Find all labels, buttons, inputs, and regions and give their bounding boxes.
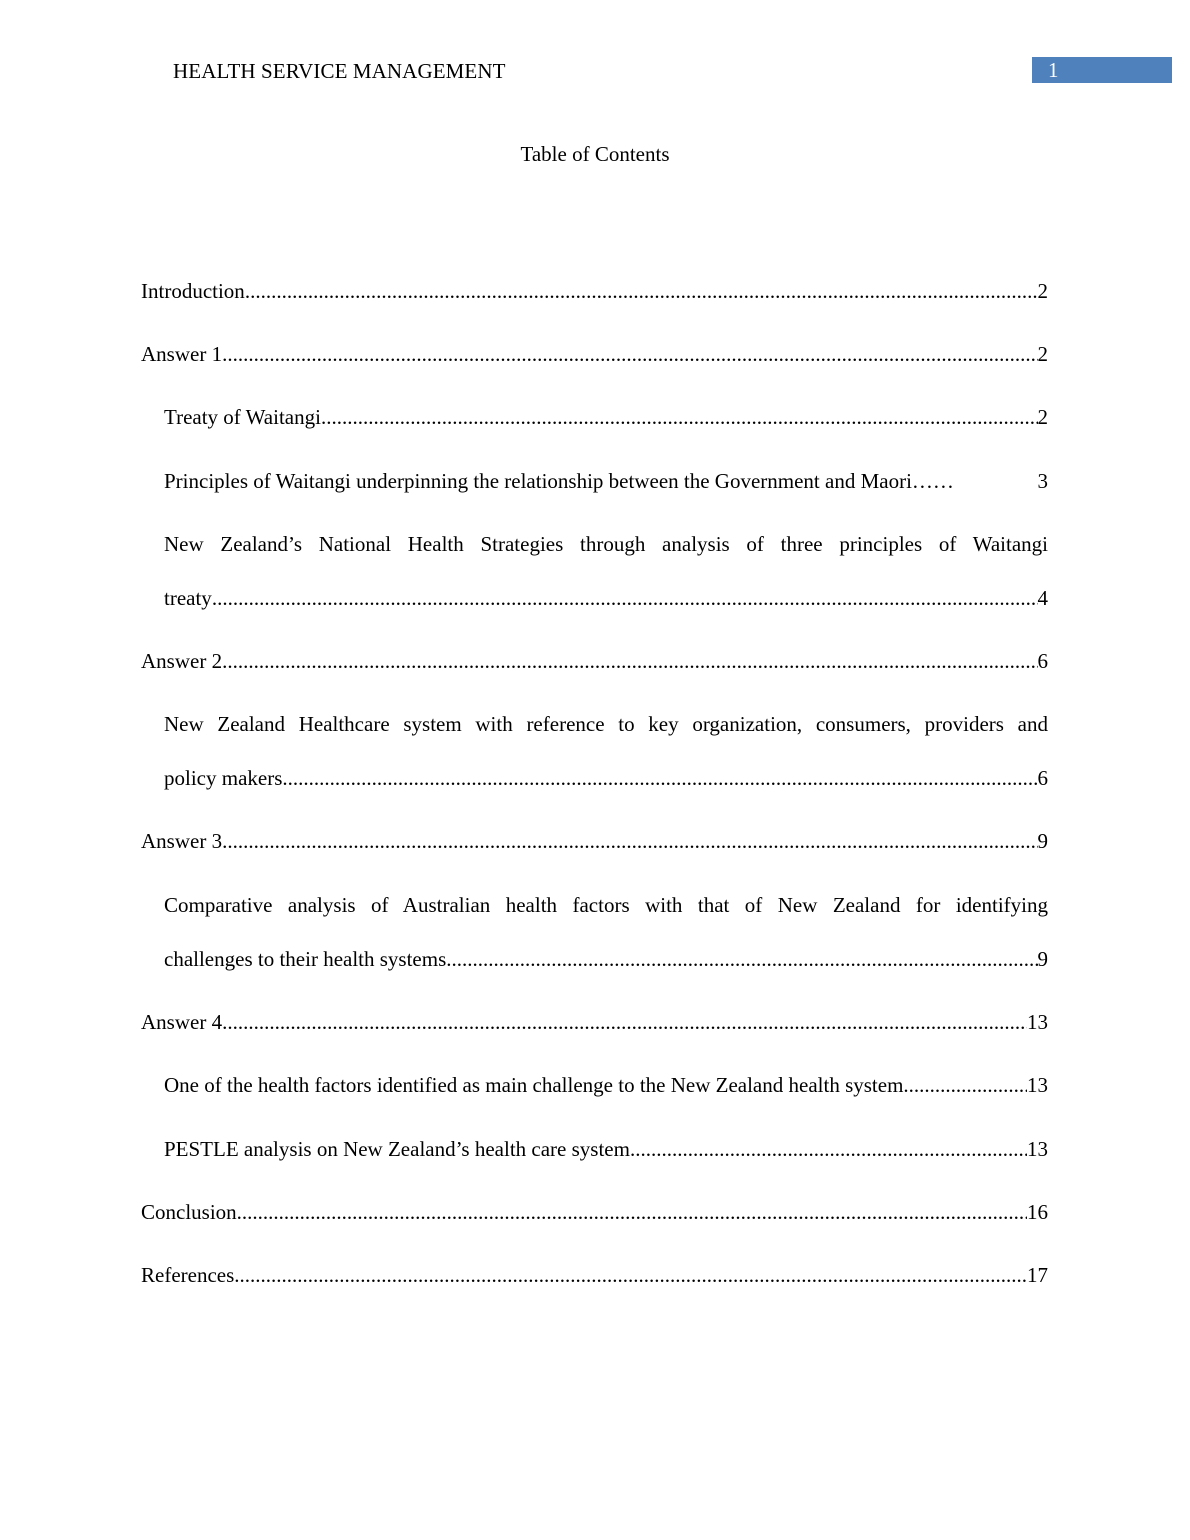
toc-entry-references[interactable] — [141, 1261, 1048, 1289]
toc-entry-label: treaty — [164, 586, 212, 610]
toc-entry-answer-4[interactable] — [141, 1008, 1048, 1036]
toc-entry-comparative-analysis[interactable] — [164, 891, 1048, 973]
toc-entry-label: Conclusion — [141, 1200, 237, 1224]
toc-entry-conclusion[interactable] — [141, 1198, 1048, 1226]
toc-entry-label: PESTLE analysis on New Zealand’s health care system — [164, 1137, 630, 1161]
dot-leader — [234, 1261, 1027, 1289]
dot-leader — [245, 277, 1038, 305]
dot-leader — [222, 827, 1037, 855]
toc-entry-label: One of the health factors identified as main challenge to the New Zealand health system — [164, 1073, 904, 1097]
toc-entry-label: Principles of Waitangi underpinning the relationship between the Government and Maori — [164, 469, 912, 493]
toc-entry-page: 6 — [1037, 649, 1048, 673]
toc-entry-healthcare-system[interactable] — [164, 710, 1048, 792]
toc-entry-page: 3 — [1037, 469, 1048, 493]
toc-entry-treaty-of-waitangi[interactable] — [164, 403, 1048, 431]
toc-entry-label: References — [141, 1263, 235, 1287]
toc-entry-principles-of-waitangi[interactable] — [164, 467, 1048, 495]
dot-leader — [630, 1135, 1027, 1163]
dot-leader — [237, 1198, 1027, 1226]
toc-entry-label: Answer 1 — [141, 342, 223, 366]
toc-entry-answer-3[interactable] — [141, 827, 1048, 855]
toc-entry-page: 13 — [1027, 1073, 1048, 1097]
toc-entry-answer-1[interactable] — [141, 340, 1048, 368]
toc-entry-label: policy makers — [164, 766, 283, 790]
toc-entry-page: 2 — [1037, 342, 1048, 366]
toc-entry-page: 2 — [1037, 405, 1048, 429]
toc-entry-pestle-analysis[interactable] — [164, 1135, 1048, 1163]
page-number-box — [1032, 57, 1172, 83]
toc-entry-page: 4 — [1037, 586, 1048, 610]
toc-entry-page: 9 — [1037, 947, 1048, 971]
toc-entry-main-challenge[interactable] — [164, 1071, 1048, 1099]
running-head: HEALTH SERVICE MANAGEMENT — [173, 59, 506, 83]
toc-entry-introduction[interactable] — [141, 277, 1048, 305]
toc-entry-page: 16 — [1027, 1200, 1048, 1224]
toc-entry-label-line-1: New Zealand Healthcare system with reference to key organization, consumers, providers and — [164, 712, 1048, 736]
dot-leader — [903, 1071, 1027, 1099]
toc-entry-label: Answer 3 — [141, 829, 223, 853]
toc-entry-page: 6 — [1037, 766, 1048, 790]
dot-leader — [446, 945, 1037, 973]
toc-entry-page: 17 — [1027, 1263, 1048, 1287]
toc-entry-label-line-1: New Zealand’s National Health Strategies through analysis of three principles of Waitangi — [164, 532, 1048, 556]
toc-entry-page: 9 — [1037, 829, 1048, 853]
dot-leader — [222, 647, 1037, 675]
dot-leader — [282, 764, 1037, 792]
dot-leader: …… — [911, 469, 954, 493]
toc-entry-page: 13 — [1027, 1010, 1048, 1034]
page-number: 1 — [1048, 58, 1059, 82]
toc-entry-label-line-1: Comparative analysis of Australian health factors with that of New Zealand for identifying — [164, 893, 1048, 917]
toc-entry-answer-2[interactable] — [141, 647, 1048, 675]
dot-leader — [321, 403, 1038, 431]
dot-leader — [222, 1008, 1027, 1036]
toc-entry-label: Answer 4 — [141, 1010, 223, 1034]
toc-entry-label: challenges to their health systems — [164, 947, 447, 971]
toc-entry-label: Answer 2 — [141, 649, 223, 673]
toc-entry-national-health-strategies[interactable] — [164, 530, 1048, 612]
toc-entry-page: 13 — [1027, 1137, 1048, 1161]
dot-leader — [212, 584, 1038, 612]
toc-entry-page: 2 — [1037, 279, 1048, 303]
toc-entry-label: Introduction — [141, 279, 245, 303]
toc-title: Table of Contents — [520, 142, 670, 166]
dot-leader — [222, 340, 1037, 368]
toc-entry-label: Treaty of Waitangi — [164, 405, 321, 429]
